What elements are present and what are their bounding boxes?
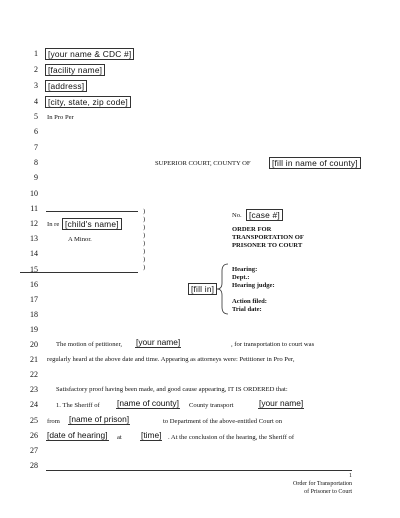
line-number: 25	[30, 416, 38, 425]
caption-rule-bottom	[20, 272, 138, 273]
footer-title-line1: Order for Transportation	[293, 481, 352, 487]
line-number: 5	[34, 112, 38, 121]
minor-label: A Minor.	[68, 236, 92, 243]
line-number: 26	[30, 431, 38, 440]
action-filed-label: Action filed:	[232, 298, 267, 305]
line-number: 10	[30, 189, 38, 198]
court-label: SUPERIOR COURT, COUNTY OF	[155, 160, 251, 167]
county-transport-text: County transport	[189, 402, 234, 409]
line-number: 18	[30, 310, 38, 319]
sheriff-county-field[interactable]: [name of county]	[117, 398, 179, 408]
line-number: 27	[30, 446, 38, 455]
order-title-line3: PRISONER TO COURT	[232, 242, 303, 249]
line-number: 17	[30, 295, 38, 304]
line-number: 9	[34, 173, 38, 182]
document-page: 1 2 3 4 5 6 7 8 9 10 11 12 13 14 15 16 17 18 19 20 21 22 23 24 25 26 27 28 [your name & CDC #] [facility name] [address] [city, state, zip code] In Pro Per SUPERIOR COURT, COUNTY OF [fill in name of county] In re [child's name] A Minor. ) ) ) ) ) ) ) ) No. [case #] ORDER FOR TRANSPORTATION OF PRISONER TO COURT [fill in] Hearing: Dept.: Hearing judge: Action filed: Trial date: The motion of petitioner, [your name] , for transportation to court was regularly heard at the above date and time. Appearing as attorneys were: Petitioner in Pro Per, Satisfactory proof having been made, and good cause appearing, IT IS ORDERED that: 1. The Sheriff of [name of county] County transport [your name] from [name of prison] to Department of the above-entitled Court on [date of hearing] at [time] . At the conclusion of the hearing, the Sheriff of 1 Order for Transportation of Prisoner to Court	[0, 0, 400, 518]
line-number: 11	[30, 204, 38, 213]
from-text: from	[47, 418, 60, 425]
line-number: 28	[30, 461, 38, 470]
line-number: 7	[34, 143, 38, 152]
line-number: 23	[30, 385, 38, 394]
line-number: 14	[30, 249, 38, 258]
line-number: 1	[34, 49, 38, 58]
sheriff-text: 1. The Sheriff of	[56, 402, 100, 409]
name-cdc-field[interactable]: [your name & CDC #]	[45, 48, 134, 60]
hearing-time-field[interactable]: [time]	[141, 430, 162, 440]
order-title-line2: TRANSPORTATION OF	[232, 234, 304, 241]
line-number: 12	[30, 219, 38, 228]
conclusion-text: . At the conclusion of the hearing, the Sheriff of	[168, 434, 295, 441]
address-field[interactable]: [address]	[45, 80, 87, 92]
dept-label: Dept.:	[232, 274, 250, 281]
motion-text-end: , for transportation to court was	[231, 341, 315, 348]
city-state-zip-field[interactable]: [city, state, zip code]	[45, 96, 131, 108]
line-number: 8	[34, 158, 38, 167]
hearing-date-field[interactable]: [date of hearing]	[47, 430, 108, 440]
facility-field[interactable]: [facility name]	[45, 64, 105, 76]
motion-text-start: The motion of petitioner,	[56, 341, 123, 348]
line-number: 21	[30, 355, 38, 364]
county-field[interactable]: [fill in name of county]	[269, 157, 361, 169]
department-text: to Department of the above-entitled Court on	[163, 418, 283, 425]
line-number: 2	[34, 65, 38, 74]
at-text: at	[117, 434, 122, 441]
footer-rule	[46, 470, 352, 471]
hearing-info-field[interactable]: [fill in]	[188, 283, 217, 295]
in-pro-per-label: In Pro Per	[47, 114, 74, 121]
hearing-label: Hearing:	[232, 266, 258, 273]
line-number: 13	[30, 234, 38, 243]
prison-name-field[interactable]: [name of prison]	[69, 414, 130, 424]
petitioner-name-field[interactable]: [your name]	[136, 337, 181, 347]
caption-rule-top	[46, 211, 138, 212]
line-number: 4	[34, 97, 38, 106]
curly-brace-icon	[216, 263, 230, 315]
ordered-text: Satisfactory proof having been made, and good cause appearing, IT IS ORDERED that:	[56, 386, 288, 393]
line-number: 16	[30, 280, 38, 289]
line-number: 24	[30, 400, 38, 409]
line-number: 3	[34, 81, 38, 90]
order-title-line1: ORDER FOR	[232, 226, 272, 233]
case-no-label: No.	[232, 212, 242, 219]
line-number: 22	[30, 370, 38, 379]
heard-text: regularly heard at the above date and time. Appearing as attorneys were: Petitioner in Pro Per,	[47, 356, 295, 363]
hearing-judge-label: Hearing judge:	[232, 282, 275, 289]
line-number: 6	[34, 127, 38, 136]
in-re-label: In re	[47, 221, 60, 228]
line-number: 20	[30, 340, 38, 349]
case-number-field[interactable]: [case #]	[246, 209, 283, 221]
transport-name-field[interactable]: [your name]	[259, 398, 304, 408]
child-name-field[interactable]: [child's name]	[62, 218, 122, 230]
page-number: 1	[349, 473, 352, 479]
line-number: 15	[30, 265, 38, 274]
footer-title-line2: of Prisoner to Court	[304, 489, 352, 495]
line-number: 19	[30, 325, 38, 334]
trial-date-label: Trial date:	[232, 306, 262, 313]
